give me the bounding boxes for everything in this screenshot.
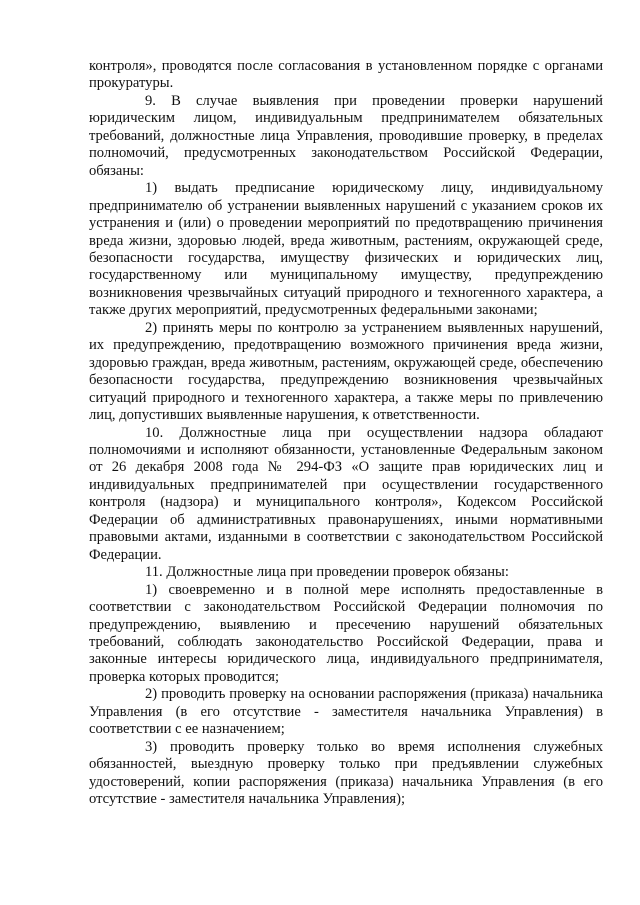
paragraph-item-9: 9. В случае выявления при проведении проверки нарушений юридическим лицом, индивидуальным предпринимателем обязательных требований, должностные лица Управления, проводившие проверку, в пределах полномочий, предусмотренных законодательством Российской Федерации, обязаны: bbox=[89, 92, 603, 179]
paragraph-item-10: 10. Должностные лица при осуществлении надзора обладают полномочиями и исполняют обязанности, установленные Федеральным законом от 26 декабря 2008 года № 294-ФЗ «О защите прав юридических лиц и индивидуальных предпринимателей при осуществлении государственного контроля (надзора) и муниципального контроля», Кодексом Российской Федерации об административных правонарушениях, иными нормативными правовыми актами, изданными в соответствии с законодательством Российской Федерации. bbox=[89, 424, 603, 563]
paragraph-item-9-2: 2) принять меры по контролю за устранением выявленных нарушений, их предупреждению, предотвращению возможного причинения вреда жизни, здоровью граждан, вреда животным, растениям, окружающей среде, обеспечению безопасности государства, предупреждению возникновения чрезвычайных ситуаций природного и техногенного характера, а также меры по привлечению лиц, допустивших выявленные нарушения, к ответственности. bbox=[89, 319, 603, 424]
paragraph-item-11: 11. Должностные лица при проведении проверок обязаны: bbox=[145, 564, 509, 581]
paragraph-continuation: контроля», проводятся после согласования в установленном порядке с органами прокуратуры. bbox=[89, 58, 603, 92]
paragraph-item-11-2: 2) проводить проверку на основании распоряжения (приказа) начальника Управления (в его отсутствие - заместителя начальника Управления) в соответствии с ее назначением; bbox=[89, 686, 603, 738]
paragraph-item-9-1: 1) выдать предписание юридическому лицу, индивидуальному предпринимателю об устранении выявленных нарушений с указанием сроков их устранения и (или) о проведении мероприятий по предотвращению причинения вреда жизни, здоровью людей, вреда животным, растениям, окружающей среде, безопасности государства, имуществу физических и юридических лиц, государственному или муниципальному имуществу, предупреждению возникновения чрезвычайных ситуаций природного и техногенного характера, а также других мероприятий, предусмотренных федеральными законами; bbox=[89, 180, 603, 319]
paragraph-item-11-1: 1) своевременно и в полной мере исполнять предоставленные в соответствии с законодательством Российской Федерации полномочия по предупреждению, выявлению и пресечению нарушений обязательных требований, соблюдать законодательство Российской Федерации, права и законные интересы юридического лица, индивидуального предпринимателя, проверка которых проводится; bbox=[89, 581, 603, 685]
document-body bbox=[89, 58, 603, 808]
paragraph-item-11-3: 3) проводить проверку только во время исполнения служебных обязанностей, выездную проверку только при предъявлении служебных удостоверений, копии распоряжения (приказа) начальника Управления (в его отсутствие - заместителя начальника Управления); bbox=[89, 738, 603, 808]
